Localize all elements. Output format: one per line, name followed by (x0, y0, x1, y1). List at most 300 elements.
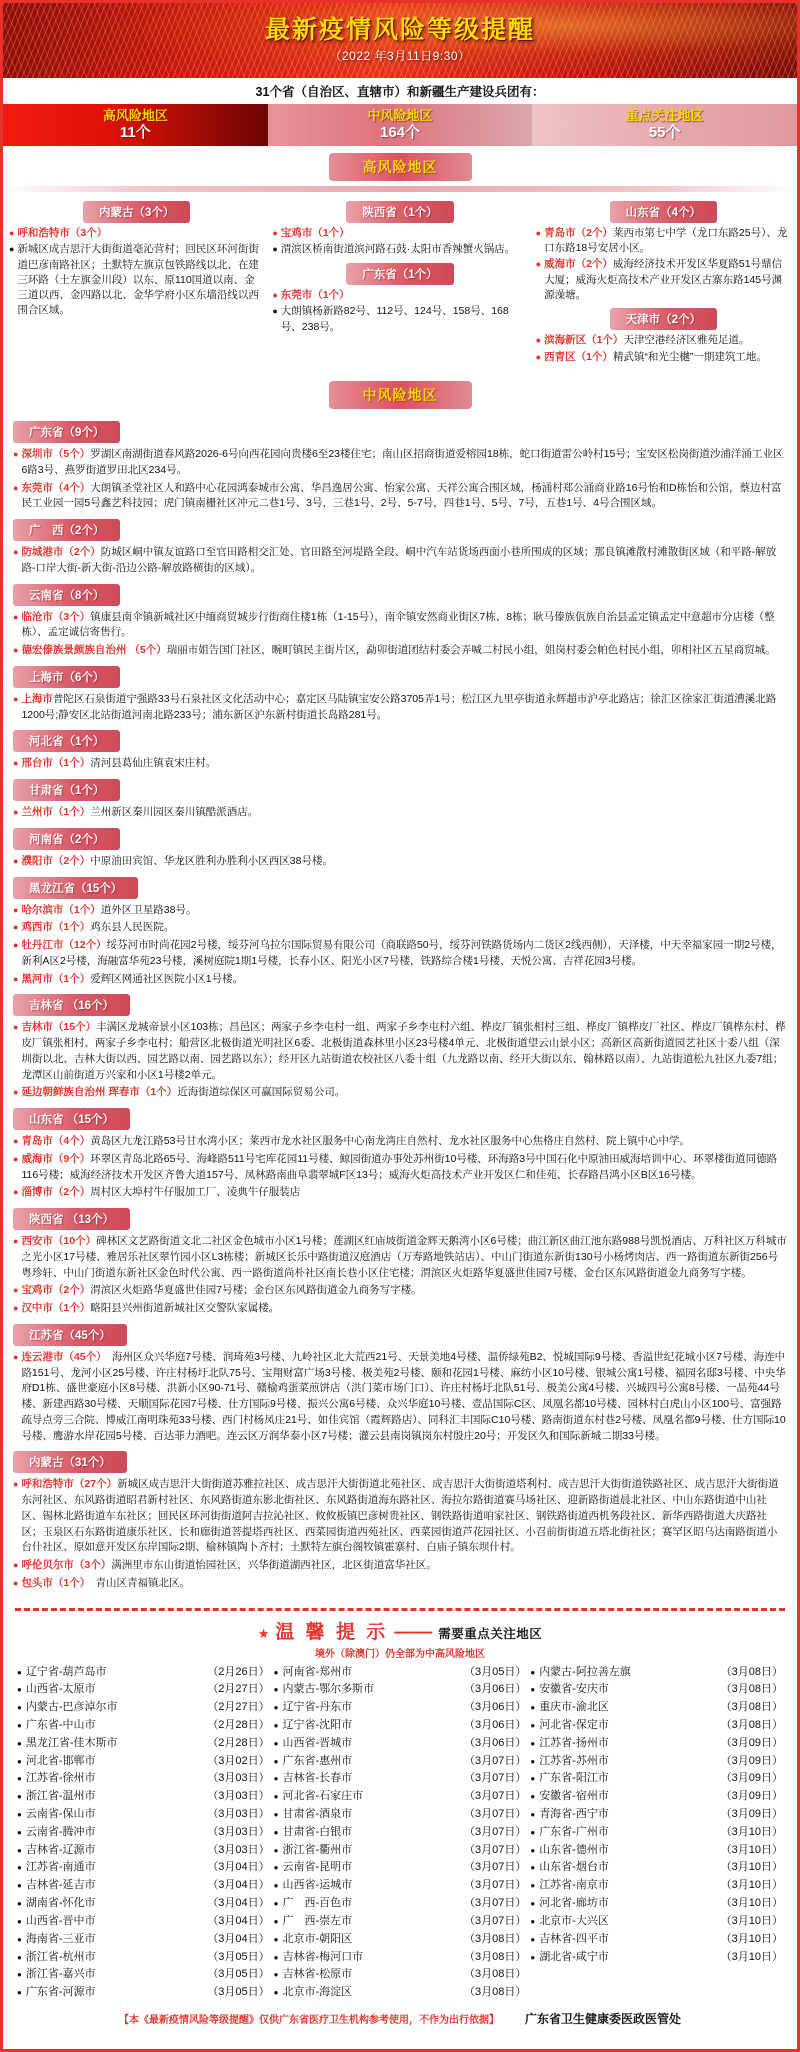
tips-dash: —— (394, 1621, 433, 1643)
location-detail: 新城区成吉思汗大街街道毫沁营村；回民区环河街街道巴彦南路社区；土默特左旗京包铁路线以北、在建三环路（土左旗金川段）以东、原110国道以南、金三道以西、金四路以北、金华学府小区东墙沿线以西围合区域。 (17, 243, 259, 317)
entry-text (21, 1558, 787, 1574)
summary-high-risk[interactable] (3, 104, 268, 146)
mid-risk-entry (13, 1185, 787, 1201)
tips-region-date: （3月09日） (720, 1790, 784, 1803)
city-label: 宝鸡市（2个） (21, 1284, 91, 1297)
tips-region-name: 广东省-广州市 (539, 1825, 609, 1838)
bullet-icon: ● (13, 693, 19, 704)
tips-region-name: 北京市-海淀区 (282, 1986, 353, 1999)
bullet-icon: ● (13, 1560, 19, 1571)
high-risk-entry (272, 304, 527, 334)
bullet-icon: ● (530, 1667, 536, 1677)
tips-region-date: （3月04日） (207, 1861, 270, 1874)
bullet-icon: ● (272, 244, 278, 255)
city-label: 宝鸡市（1个） (280, 227, 350, 239)
entry-text (21, 756, 787, 772)
tips-list-item (17, 1770, 270, 1788)
tips-list-item (17, 1788, 270, 1806)
location-detail: 中原油田宾馆、华龙区胜利办胜利小区西区38号楼。 (90, 854, 333, 867)
tips-region-date: （3月10日） (720, 1897, 784, 1910)
banner-subtitle: 31个省（自治区、直辖市）和新疆生产建设兵团有： (3, 78, 797, 104)
entry-text (21, 1134, 787, 1150)
location-detail: 莱西市第七中学（龙口东路25号）、龙口东路18号安居小区。 (544, 227, 788, 255)
tips-region-name: 山西省-运城市 (282, 1879, 353, 1892)
tips-region-name: 北京市-朝阳区 (282, 1932, 353, 1945)
province-title-guangdong: 广东省（1个） (346, 263, 453, 285)
location-detail: 丰满区龙城帝景小区103栋；昌邑区；两家子乡李屯村一组、两家子乡李屯村六组、桦皮厂镇张相村三组、桦皮厂镇桦皮厂社区、桦皮厂镇桦东村、桦皮厂镇张相村、两家子乡李屯村；船营区北极街道光明社区6委、北极街道森林里小区23号楼4单元、北极街道望云山景小区；高新区高新街道园艺社区十委八组（深圳街以北、吉林大街以西、园艺路以南、园艺路以东）；经开区九站街道农校社区八委十组（九龙路以南、经开大街以东、翰林路以南）、九站街道松九社区九委7组；龙潭区山前街道万兴家和小区1号楼2单元。 (21, 1021, 786, 1081)
bullet-icon: ● (17, 1827, 22, 1837)
bullet-icon: ● (13, 1285, 19, 1296)
tips-list-item (274, 1824, 527, 1842)
tips-list-item (530, 1913, 783, 1931)
province-title: 云南省（8个） (13, 584, 120, 606)
entry-text (21, 1301, 787, 1317)
location-detail: 兰州新区秦川园区秦川镇酷派酒店。 (90, 806, 259, 819)
tips-list-item (274, 1717, 527, 1735)
tips-region-name: 辽宁省-丹东市 (282, 1701, 353, 1714)
bullet-icon: ● (17, 1899, 22, 1909)
tips-list-item (17, 1984, 270, 2002)
tips-region-date: （2月27日） (207, 1701, 270, 1714)
tips-region-name: 广东省-中山市 (25, 1718, 96, 1731)
tips-region-date: （3月07日） (463, 1861, 527, 1874)
tips-list-item (17, 1717, 270, 1735)
bullet-icon: ● (13, 1351, 19, 1362)
tips-region-date: （2月28日） (207, 1718, 270, 1731)
province-title-tianjin: 天津市（2个） (610, 308, 717, 330)
bullet-icon: ● (17, 1916, 22, 1926)
bullet-icon: ● (272, 289, 278, 300)
city-label: 延边朝鲜族自治州 珲春市（1个） (21, 1086, 178, 1099)
tips-list-item (274, 1664, 527, 1682)
high-risk-entry (536, 333, 791, 348)
high-risk-entry (272, 226, 527, 241)
tips-region-name: 河南省-郑州市 (282, 1665, 353, 1678)
tips-region-name: 广 西-崇左市 (282, 1914, 353, 1927)
tips-region-name: 江苏省-南通市 (25, 1861, 96, 1874)
tips-region-name: 海南省-三亚市 (25, 1932, 96, 1945)
city-label: 黑河市（1个） (21, 972, 91, 985)
bullet-icon: ● (13, 1187, 19, 1198)
footer-disclaimer: 【本《最新疫情风险等级提醒》仅供广东省医疗卫生机构参考使用，不作为出行依据】 (118, 2014, 499, 2026)
high-risk-entry (9, 226, 264, 241)
location-detail: 防城区峒中镇友谊路口至官田路相交汇处、官田路至河堤路全段、峒中汽车站货场西面小巷所围成的区域；那良镇滩散村滩散街区域（和平路-解放路-口岸大街-新大街-沿边公路-解放路横街的区域）。 (21, 546, 777, 574)
bullet-icon: ● (17, 1970, 22, 1980)
dashed-divider (15, 1608, 785, 1611)
tips-region-date: （3月08日） (720, 1701, 784, 1714)
tips-region-date: （2月27日） (207, 1683, 270, 1696)
mid-risk-entry (13, 610, 787, 642)
location-detail: 近海街道综保区可赢国际贸易公司。 (177, 1086, 346, 1099)
bullet-icon: ● (530, 1934, 536, 1944)
bullet-icon: ● (272, 306, 278, 317)
high-risk-entry (536, 257, 791, 303)
bullet-icon: ● (273, 1756, 279, 1766)
entry-text (21, 692, 787, 724)
tips-list-item (530, 1949, 783, 1967)
tips-region-date: （3月08日） (720, 1718, 784, 1731)
tips-region-date: （3月04日） (207, 1897, 270, 1910)
tips-list-item (274, 1699, 527, 1717)
mid-risk-entry (13, 1152, 787, 1184)
tips-region-date: （3月07日） (463, 1754, 527, 1767)
bullet-icon: ● (17, 1863, 22, 1873)
entry-text (21, 1576, 787, 1592)
tips-list-item (274, 1735, 527, 1753)
city-label: 德宏傣族景颇族自治州 （5个） (21, 644, 167, 657)
summary-watch-area[interactable] (532, 104, 797, 146)
tips-list-item (17, 1859, 270, 1877)
mid-risk-entry (13, 920, 787, 936)
bullet-icon: ● (17, 1667, 22, 1677)
city-label: 东莞市（1个） (280, 288, 350, 301)
entry-text (21, 972, 787, 988)
mid-risk-entry (13, 1301, 787, 1317)
city-label: 东莞市（4个） (21, 481, 91, 494)
bullet-icon: ● (530, 1774, 536, 1784)
tips-list-item (274, 1681, 527, 1699)
mid-risk-entry (13, 643, 787, 659)
tips-region-name: 山西省-太原市 (25, 1683, 96, 1696)
footer-organization: 广东省卫生健康委医政医管处 (524, 2011, 681, 2026)
mid-risk-entry (13, 481, 787, 513)
tips-list-item (274, 1966, 527, 1984)
tips-region-name: 吉林省-梅河口市 (282, 1950, 364, 1963)
tips-region-date: （3月07日） (463, 1897, 527, 1910)
tips-region-date: （3月05日） (207, 1968, 270, 1981)
province-title: 河北省（1个） (13, 730, 120, 752)
bullet-icon: ● (273, 1845, 279, 1855)
tips-region-date: （3月07日） (463, 1772, 527, 1785)
poster-footer (3, 2002, 797, 2037)
high-risk-entry (9, 242, 264, 318)
mid-risk-entry (13, 1234, 787, 1281)
bullet-icon: ● (13, 922, 19, 933)
summary-mid-risk-count: 164个 (379, 123, 421, 141)
location-detail: 道外区卫星路38号。 (100, 903, 197, 916)
tips-region-name: 广 西-百色市 (282, 1897, 353, 1910)
location-detail: 黄岛区九龙江路53号甘水湾小区；莱西市龙水社区服务中心南龙湾庄自然村、龙水社区服务中心焦格庄自然村、院上镇中心中学。 (90, 1135, 690, 1148)
bullet-icon: ● (13, 1136, 19, 1147)
summary-watch-area-label: 重点关注地区 (625, 108, 704, 124)
bullet-icon: ● (13, 1303, 19, 1314)
entry-text (21, 903, 787, 919)
high-risk-section-header (3, 146, 797, 186)
tips-region-name: 浙江省-嘉兴市 (25, 1968, 96, 1981)
mid-risk-entry (13, 1558, 787, 1574)
tips-list-item (530, 1931, 783, 1949)
tips-list-item (17, 1913, 270, 1931)
bullet-icon: ● (17, 1952, 22, 1962)
tips-list-item (17, 1966, 270, 1984)
tips-region-name: 辽宁省-葫芦岛市 (25, 1665, 107, 1678)
location-detail: 海州区众兴华庭7号楼、润琦苑3号楼、九岭社区北大荒西21号、天景美地4号楼、温侨绿苑B2、悦城国际9号楼、香溢世纪花城小区7号楼、海连中路151号、龙河小区25号楼、许庄村杨圩北队75号、宝翔财富广场3号楼、极美苑2号楼、颐和花园1号楼、麻纺小区10号楼、银城公寓1号楼、福园名邸3号楼、中央华府D1栋、盛世豪庭小区8号楼、洪新小区90-71号、赣榆鸡蛋菜煎饼店（洪门菜市场门口）、许庄村杨圩北队51号、极美公寓4号楼、兴城四号公寓8号楼、一品苑44号楼、新建西路30号楼、天顺国际花园7号楼、仕方国际9号楼、振兴公寓6号楼、众兴华庭10号楼、壹品国际C区、凤凰名都10号楼、园林村白虎山小区100号、富强路疏导点旁三合院、博威江南明珠苑33号楼、西门村杨凤庄21号、如佳宾馆（霞辉路店）、同科汇丰国际C10号楼、路南街道东村巷2号楼、凤凰名都9号楼、仕方国际10号楼、鹰游水岸花园5号楼、百达菲力酒吧。连云区万润华泰小区7号楼；灌云县南岗镇岗东村殷庄20号；开发区久和国际新城二期33号楼。 (21, 1350, 786, 1442)
tips-list-item (530, 1717, 783, 1735)
location-detail: 渭滨区桥南街道滨河路石鼓·太阳市香辣蟹火锅店。 (280, 243, 516, 256)
tips-header (3, 1617, 797, 1644)
bullet-icon: ● (530, 1827, 536, 1837)
entry-text (21, 643, 787, 659)
city-label: 上海市 (21, 692, 53, 705)
city-label: 深圳市（5个） (21, 448, 91, 461)
high-risk-entry (536, 226, 791, 256)
mid-risk-entry (13, 1350, 787, 1445)
summary-mid-risk[interactable] (268, 104, 533, 146)
tips-region-date: （3月07日） (463, 1914, 527, 1927)
tips-list-item (530, 1681, 783, 1699)
tips-list-item (274, 1984, 527, 2002)
tips-region-name: 浙江省-温州市 (25, 1790, 96, 1803)
tips-region-date: （3月03日） (207, 1843, 270, 1856)
tips-region-date: （3月07日） (463, 1879, 527, 1892)
bullet-icon: ● (13, 1479, 19, 1490)
tips-region-date: （3月07日） (463, 1790, 527, 1803)
bullet-icon: ● (9, 244, 15, 255)
city-label: 包头市（1个） (21, 1576, 86, 1589)
bullet-icon: ● (13, 1153, 19, 1164)
banner-timestamp: （2022 年3月11日9:30） (329, 49, 471, 64)
tips-region-date: （3月10日） (720, 1950, 784, 1963)
bullet-icon: ● (535, 259, 542, 270)
tips-list-item (17, 1877, 270, 1895)
tips-list-item (17, 1806, 270, 1824)
bullet-icon: ● (530, 1899, 536, 1909)
province-title: 黑龙江省（15个） (13, 877, 138, 899)
bullet-icon: ● (13, 940, 19, 951)
tips-region-date: （3月09日） (720, 1736, 784, 1749)
mid-risk-entry (13, 972, 787, 988)
bullet-icon: ● (17, 1756, 22, 1766)
tips-region-name: 甘肃省-酒泉市 (282, 1808, 353, 1821)
bullet-icon: ● (273, 1792, 279, 1802)
province-title: 上海市（6个） (13, 666, 120, 688)
tips-region-name: 山西省-晋中市 (25, 1914, 96, 1927)
mid-risk-section-title: 中风险地区 (329, 381, 472, 409)
bullet-icon: ● (530, 1685, 536, 1695)
bullet-icon: ● (13, 449, 19, 460)
bullet-icon: ● (17, 1685, 22, 1695)
bullet-icon: ● (13, 1577, 19, 1588)
bullet-icon: ● (535, 335, 542, 346)
page-title: 最新疫情风险等级提醒 (264, 15, 535, 44)
city-label: 西青区（1个） (544, 350, 613, 363)
tips-region-date: （3月04日） (207, 1932, 270, 1945)
city-label: 青岛市（4个） (21, 1135, 91, 1148)
tips-list-item (274, 1895, 527, 1913)
province-title: 广 西（2个） (13, 519, 120, 541)
tips-region-name: 安徽省-安庆市 (539, 1683, 609, 1696)
bullet-icon: ● (535, 228, 542, 238)
tips-list-item (530, 1824, 783, 1842)
high-risk-section-title: 高风险地区 (329, 153, 472, 181)
entry-text (21, 545, 787, 577)
city-label: 淄博市（2个） (21, 1186, 91, 1199)
high-risk-columns (3, 192, 797, 374)
bullet-icon: ● (13, 611, 19, 622)
city-label: 吉林市（15个） (21, 1021, 97, 1034)
mid-risk-entry (13, 692, 787, 724)
bullet-icon: ● (273, 1774, 279, 1784)
location-detail: 天津空港经济区雅苑足道。 (623, 334, 750, 347)
tips-list-item (530, 1788, 783, 1806)
tips-region-name: 安徽省-宿州市 (539, 1790, 609, 1803)
star-icon: ★ (257, 1625, 270, 1641)
bullet-icon: ● (530, 1916, 536, 1926)
city-label: 威海市（2个） (544, 258, 613, 271)
entry-text (21, 1085, 787, 1101)
tips-suffix: 需要重点关注地区 (438, 1626, 543, 1641)
tips-region-name: 江苏省-扬州市 (539, 1736, 609, 1749)
tips-list-item (274, 1859, 527, 1877)
province-title: 广东省（9个） (13, 421, 120, 443)
province-title-shaanxi: 陕西省（1个） (346, 201, 453, 223)
tips-region-date: （3月08日） (463, 1950, 527, 1963)
tips-region-name: 山东省-德州市 (539, 1843, 609, 1856)
tips-region-date: （3月05日） (207, 1950, 270, 1963)
bullet-icon: ● (535, 351, 542, 362)
province-title: 甘肃省（1个） (13, 779, 120, 801)
tips-grid (3, 1664, 797, 2002)
tips-region-name: 黑龙江省-佳木斯市 (25, 1736, 118, 1749)
tips-list-item (274, 1913, 527, 1931)
tips-list-item (274, 1877, 527, 1895)
tips-region-name: 内蒙古-巴彦淖尔市 (25, 1701, 118, 1714)
tips-region-name: 青海省-西宁市 (539, 1808, 609, 1821)
tips-list-item (530, 1859, 783, 1877)
tips-region-date: （3月06日） (463, 1718, 527, 1731)
tips-region-name: 江苏省-苏州市 (539, 1754, 609, 1767)
tips-list-item (274, 1753, 527, 1771)
tips-region-name: 江苏省-南京市 (539, 1879, 609, 1892)
tips-region-date: （3月03日） (207, 1808, 270, 1821)
tips-list-item (17, 1949, 270, 1967)
bullet-icon: ● (530, 1845, 536, 1855)
tips-list-item (530, 1770, 783, 1788)
tips-list-item (17, 1735, 270, 1753)
summary-watch-area-count: 55个 (648, 123, 681, 141)
high-risk-entry (272, 242, 527, 257)
bullet-icon: ● (13, 855, 19, 866)
location-detail: 爱辉区网通社区医院小区1号楼。 (90, 972, 244, 985)
bullet-icon: ● (17, 1720, 22, 1730)
tips-region-date: （3月03日） (207, 1825, 270, 1838)
city-label: 连云港市（45个） (21, 1350, 102, 1363)
tips-region-name: 江苏省-徐州市 (25, 1772, 96, 1785)
tips-region-date: （3月03日） (207, 1772, 270, 1785)
bullet-icon: ● (272, 228, 278, 238)
bullet-icon: ● (13, 645, 19, 656)
tips-region-date: （3月08日） (463, 1932, 527, 1945)
bullet-icon: ● (273, 1988, 279, 1998)
province-title: 吉林省 （16个） (13, 994, 130, 1016)
tips-region-date: （2月28日） (207, 1736, 270, 1749)
tips-list-item (17, 1842, 270, 1860)
tips-list-item (17, 1699, 270, 1717)
tips-region-name: 云南省-昆明市 (282, 1861, 353, 1874)
mid-risk-entry (13, 1134, 787, 1150)
mid-risk-entry (13, 1477, 787, 1556)
tips-region-name: 甘肃省-白银市 (282, 1825, 353, 1838)
tips-list-item (274, 1842, 527, 1860)
tips-list-item (530, 1806, 783, 1824)
tips-region-name: 山西省-晋城市 (282, 1736, 353, 1749)
bullet-icon: ● (530, 1881, 536, 1891)
location-detail: 绥芬河市时尚花园2号楼，绥芬河乌拉尔国际贸易有限公司（商联路50号，绥芬河铁路货场内二货区2线西侧），天泽楼，中天幸福家园一期2号楼，新利A区2号楼，海融富华苑23号楼，溪树庭院1期1号楼，长春小区、阳光小区7号楼，铁路综合楼1号楼、天悦公寓、吉祥花园3号楼。 (21, 939, 782, 967)
city-label: 呼伦贝尔市（3个） (21, 1559, 112, 1572)
tips-region-date: （2月26日） (207, 1665, 270, 1678)
bullet-icon: ● (17, 1934, 22, 1944)
bullet-icon: ● (530, 1952, 536, 1962)
location-detail: 镇康县南伞镇新城社区中缅商贸城步行街商住楼1栋（1-15号），南伞镇安然商业街区7栋、8栋；耿马傣族佤族自治县孟定镇孟定中意超市分店楼（整栋）、孟定诚信寄售行。 (21, 610, 775, 639)
bullet-icon: ● (17, 1845, 22, 1855)
city-label: 哈尔滨市（1个） (21, 903, 101, 916)
entry-text (21, 1020, 787, 1083)
tips-region-date: （3月02日） (207, 1754, 270, 1767)
tips-region-name: 湖北省-咸宁市 (539, 1950, 609, 1963)
poster-banner (3, 3, 797, 78)
bullet-icon: ● (13, 758, 19, 769)
city-label: 威海市（9个） (21, 1152, 91, 1165)
tips-region-name: 湖南省-怀化市 (25, 1897, 96, 1910)
bullet-icon: ● (17, 1738, 22, 1748)
tips-region-name: 广东省-惠州市 (282, 1754, 353, 1767)
bullet-icon: ● (13, 904, 19, 915)
bullet-icon: ● (17, 1881, 22, 1891)
bullet-icon: ● (273, 1863, 279, 1873)
tips-region-date: （3月10日） (720, 1843, 784, 1856)
summary-row (3, 104, 797, 146)
high-risk-column-1 (9, 196, 264, 366)
bullet-icon: ● (530, 1792, 536, 1802)
tips-region-name: 吉林省-长春市 (282, 1772, 353, 1785)
entry-text (21, 447, 787, 479)
high-risk-column-2 (272, 196, 527, 366)
bullet-icon: ● (273, 1685, 279, 1695)
city-label: 西安市（10个） (21, 1235, 97, 1248)
tips-region-date: （3月10日） (720, 1861, 784, 1874)
bullet-icon: ● (13, 1087, 19, 1098)
bullet-icon: ● (13, 482, 19, 493)
bullet-icon: ● (530, 1703, 536, 1713)
tips-region-name: 北京市-大兴区 (539, 1914, 609, 1927)
tips-region-name: 河北省-邯郸市 (25, 1754, 96, 1767)
tips-list-item (17, 1664, 270, 1682)
tips-region-date: （3月08日） (720, 1665, 784, 1678)
bullet-icon: ● (273, 1916, 279, 1926)
tips-list-item (530, 1699, 783, 1717)
tips-region-date: （3月09日） (720, 1754, 784, 1767)
location-detail: 新城区成吉思汗大街街道苏雅拉社区、成吉思汗大街街道北苑社区、成吉思汗大街街道塔利村、成吉思汗大街街道铁路社区、成吉思汗大街街道东河社区、东风路街道昭君新村社区、东风路街道东影北街社区、东风路街道海东路社区、海拉尔路街道赛马场社区、迎新路街道晨北社区、中山东路街道中山社区、锡林北路街道车东社区；回民区环河街街道阿吉拉沁社区、攸攸板镇巴彦树贵社区、钢铁路街道咱家社区、钢铁路街道西机务段社区、新华西路街道大庆路社区；玉泉区石东路街道康乐社区、长和廊街道菩提塔西社区、西菜园街道西苑社区、西菜园街道芦花园社区、小召前街街道五塔北街社区；赛罕区昭乌达南路街道小台什社区、原如意开发区东岸国际2期、榆林镇陶卜齐村；土默特左旗台阁牧镇霍寨村、白庙子镇东坝什村。 (21, 1478, 779, 1554)
bullet-icon: ● (273, 1738, 279, 1748)
entry-text (21, 920, 787, 936)
tips-list-item (274, 1949, 527, 1967)
location-detail: 大朗镇杨新路82号、112号、124号、158号、168号、238号。 (280, 305, 509, 333)
city-label: 防城港市（2个） (21, 546, 101, 559)
location-detail: 环翠区青岛北路65号、海峰路511号宅库花园11号楼、鲸园街道办事处苏州街10号楼、环海路3号中国石化中原油田威海培训中心、环翠楼街道同德路116号楼；威海经济技术开发区齐鲁大道157号、凤林路南曲阜翡翠城F区13号；威海火炬高技术产业开发区仁和佳苑、长春路昌鸿小区B区16号楼。 (21, 1152, 778, 1181)
high-risk-column-3 (536, 196, 791, 366)
tips-region-name: 吉林省-辽源市 (25, 1843, 96, 1856)
bullet-icon: ● (13, 547, 19, 558)
bullet-icon: ● (17, 1810, 22, 1820)
province-title: 河南省（2个） (13, 828, 120, 850)
city-label: 青岛市（2个） (544, 227, 613, 239)
tips-region-date: （3月09日） (720, 1772, 784, 1785)
bullet-icon: ● (273, 1667, 279, 1677)
tips-region-name: 云南省-保山市 (25, 1808, 96, 1821)
summary-high-risk-count: 11个 (119, 123, 151, 141)
bullet-icon: ● (17, 1774, 22, 1784)
location-detail: 满洲里市东山街道怡园社区，兴华街道湖西社区，北区街道富华社区。 (111, 1559, 437, 1572)
